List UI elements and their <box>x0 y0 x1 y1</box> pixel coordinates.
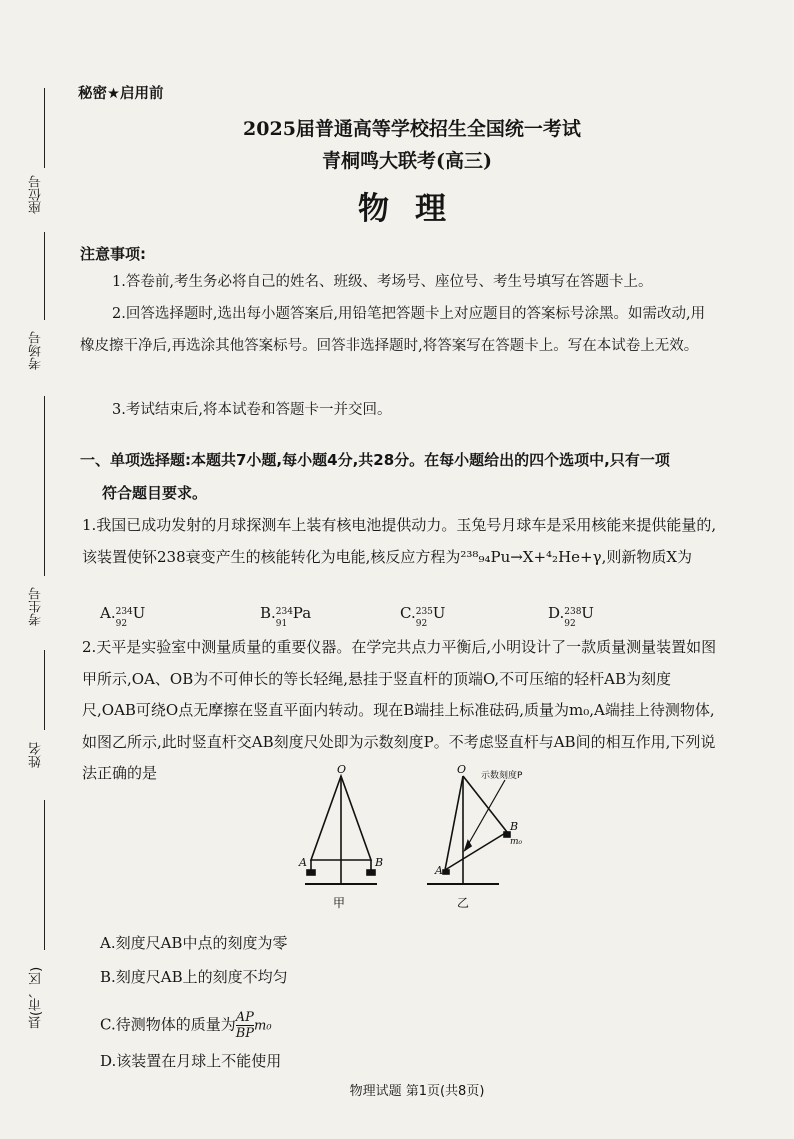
q2-option-d[interactable]: D.该装置在月球上不能使用 <box>100 1052 282 1070</box>
notice-item-1: 1.答卷前,考生务必将自己的姓名、班级、考场号、座位号、考生号填写在答题卡上。 <box>112 274 653 290</box>
q2-option-c-denominator: BP <box>235 1026 255 1041</box>
figure-jia-weight-a <box>307 870 315 875</box>
balance-figure <box>285 762 545 912</box>
q2-option-c-mass: m₀ <box>254 1018 272 1034</box>
figure-yi-p-note: 示数刻度P <box>481 771 523 781</box>
section-heading-line2: 符合题目要求。 <box>102 484 208 502</box>
q2-option-c-fraction <box>236 1010 254 1041</box>
figure-yi-weight-a <box>443 870 449 874</box>
figure-yi-pointer <box>465 780 505 850</box>
figure-yi-rope-ob <box>463 776 507 832</box>
figure-yi-a-label: A <box>435 864 443 877</box>
q2-option-c-numerator: AP <box>235 1010 254 1025</box>
secret-mark: 秘密★启用前 <box>78 86 164 102</box>
q2-option-a[interactable]: A.刻度尺AB中点的刻度为零 <box>100 934 288 952</box>
q1-option-b[interactable]: B. 234 91 Pa <box>260 604 312 629</box>
binding-line <box>44 232 45 320</box>
binding-line <box>44 650 45 730</box>
q2-option-b[interactable]: B.刻度尺AB上的刻度不均匀 <box>100 968 288 986</box>
figure-jia-o-label: O <box>337 763 347 776</box>
figure-jia-weight-b <box>367 870 375 875</box>
figure-yi-o-label: O <box>457 763 467 776</box>
q1-option-a[interactable]: A. 234 92 U <box>100 604 146 629</box>
subject-title: 物理 <box>358 191 472 227</box>
figure-yi-rod-ab <box>445 832 507 870</box>
exam-room-label: 考场号 <box>29 331 44 371</box>
notice-item-2: 2.回答选择题时,选出每小题答案后,用铅笔把答题卡上对应题目的答案标号涂黑。如需改动,用橡皮擦干净后,再选涂其他答案标号。回答非选择题时,将答案写在答题卡上。写在本试卷上无效。 <box>80 306 706 354</box>
seat-label: 座位号 <box>29 175 44 215</box>
q1-equation: ²³⁸₉₄Pu→X+⁴₂He+γ <box>460 547 602 566</box>
figure-jia-b-label: B <box>375 856 384 869</box>
figure-yi-caption: 乙 <box>457 896 470 910</box>
q1-stem-end: ,则新物质X为 <box>601 547 693 566</box>
figure-jia-caption: 甲 <box>333 896 346 910</box>
question-1 <box>82 510 722 573</box>
page-footer: 物理试题 第1页(共8页) <box>349 1084 485 1099</box>
q2-option-c-text: C.待测物体的质量为 <box>100 1015 236 1034</box>
exam-title: 2025届普通高等学校招生全国统一考试 <box>243 118 581 140</box>
figure-yi-b-label: B <box>510 820 519 833</box>
q1-option-c[interactable]: C. 235 92 U <box>400 604 446 629</box>
q2-option-c[interactable] <box>100 1010 272 1041</box>
binding-line <box>44 800 45 950</box>
section-heading <box>80 444 720 510</box>
exam-subtitle: 青桐鸣大联考(高三) <box>322 150 492 172</box>
figure-yi-m0-label: m₀ <box>510 837 523 847</box>
notice-item-3: 3.考试结束后,将本试卷和答题卡一并交回。 <box>112 402 392 418</box>
candidate-no-label: 考生号 <box>29 587 44 627</box>
notice-heading: 注意事项: <box>80 245 146 263</box>
county-label: 县(市、区) <box>29 966 44 1029</box>
binding-line <box>44 396 45 576</box>
q1-option-d[interactable]: D. 238 92 U <box>548 604 594 629</box>
name-label: 姓名 <box>29 742 44 768</box>
section-heading-line1: 一、单项选择题:本题共7小题,每小题4分,共28分。在每小题给出的四个选项中,只有一项 <box>80 451 670 469</box>
figure-yi-rope-oa <box>445 776 463 870</box>
question-2: 2.天平是实验室中测量质量的重要仪器。在学完共点力平衡后,小明设计了一款质量测量装置如图甲所示,OA、OB为不可伸长的等长轻绳,悬挂于竖直杆的顶端O,不可压缩的轻杆AB为刻度尺,OAB可绕O点无摩擦在竖直平面内转动。现在B端挂上标准砝码,质量为m₀,A端挂上待测物体,如图乙所示,此时竖直杆交AB刻度尺处即为示数刻度P。不考虑竖直杆与AB间的相互作用,下列说法正确的是 <box>82 638 717 782</box>
figure-jia-a-label: A <box>299 856 307 869</box>
figure-yi-pointer-arrow <box>465 841 471 850</box>
q1-stem: 1.我国已成功发射的月球探测车上装有核电池提供动力。玉兔号月球车是采用核能来提供能量的,该装置使钚238衰变产生的核能转化为电能,核反应方程为 <box>82 516 717 566</box>
